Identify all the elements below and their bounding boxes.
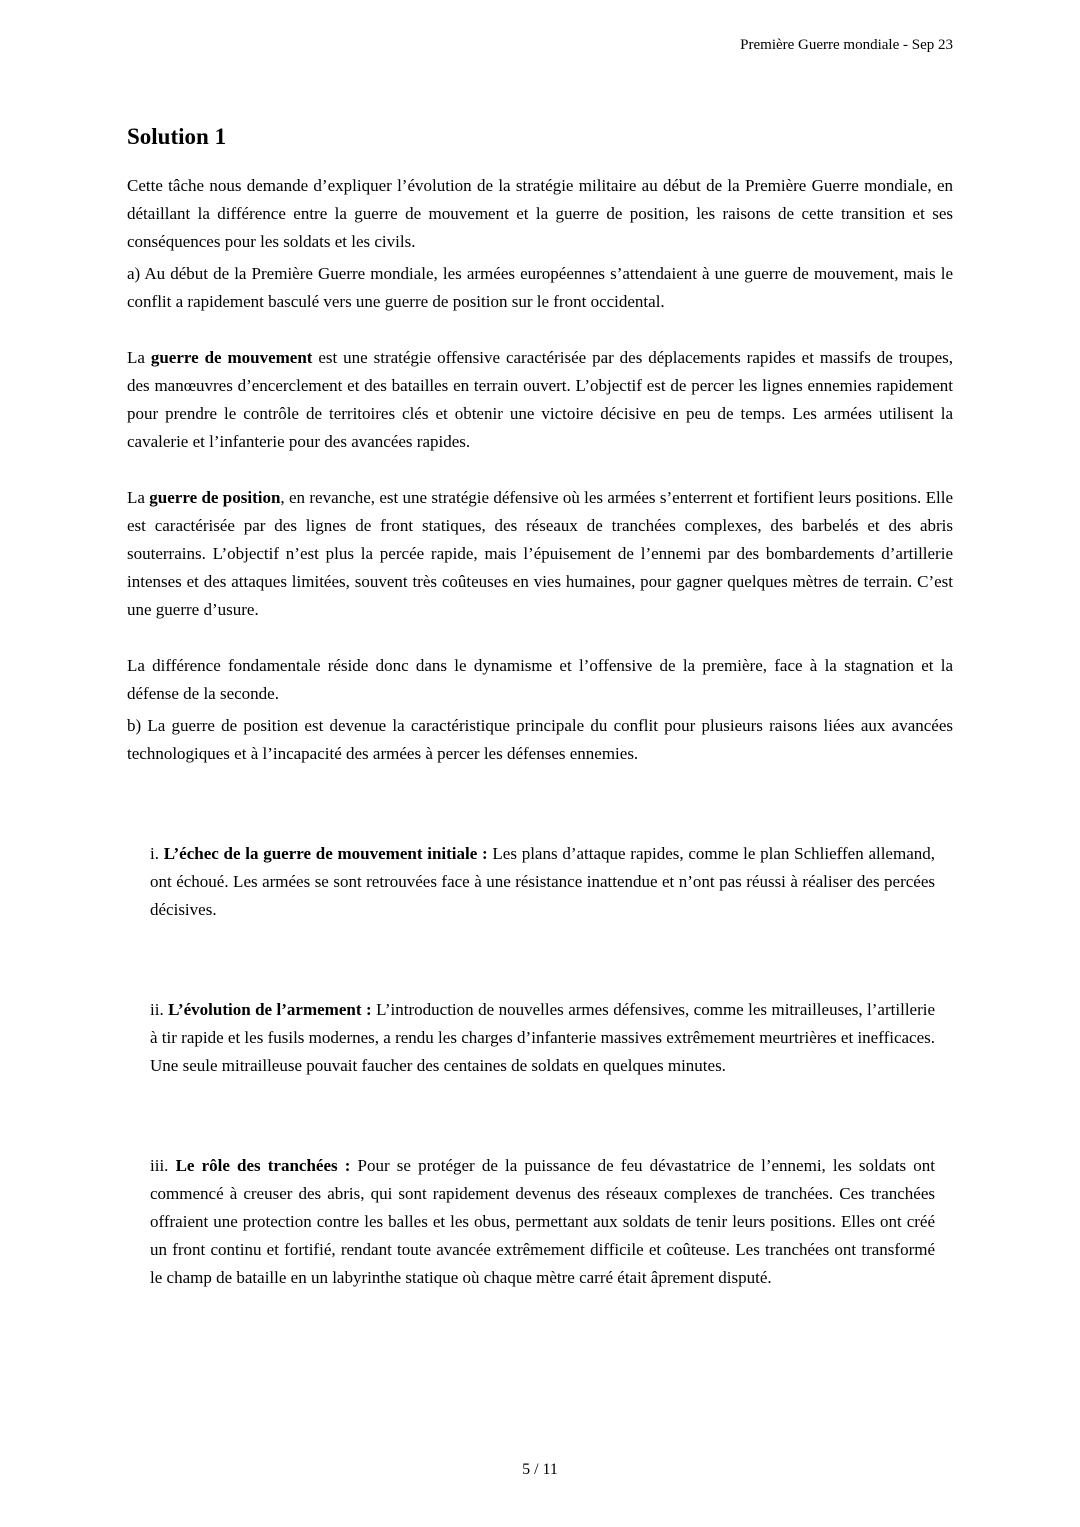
- text-run: La: [127, 348, 151, 367]
- text-run: Pour se protéger de la puissance de feu dévastatrice de l’ennemi, les soldats ont commencé à creuser des abris, qui sont rapidement devenus des réseaux complexes de tranchées. Ces tranchées offraient une protection contre les balles et les obus, permettant aux soldats de tenir leurs positions. Elles ont créé un front continu et fortifié, rendant toute avancée extrêmement difficile et coûteuse. Les tranchées ont transformé le champ de bataille en un labyrinthe statique où chaque mètre carré était âprement disputé.: [150, 1156, 936, 1287]
- text-run: L’introduction de nouvelles armes défensives, comme les mitrailleuses, l’artillerie à tir rapide et les fusils modernes, a rendu les charges d’infanterie massives extrêmement meurtrières et inefficaces. Une seule mitrailleuse pouvait faucher des centaines de soldats en quelques minutes.: [150, 1000, 936, 1075]
- page-title: Solution 1: [127, 124, 227, 149]
- list-item-iii: [150, 1152, 935, 1292]
- text-run: La: [127, 488, 150, 507]
- bold-term-guerre-de-mouvement: guerre de mouvement: [150, 348, 313, 367]
- bold-term-guerre-de-position: guerre de position: [149, 488, 281, 507]
- item-number: i.: [150, 844, 164, 863]
- header-text: Première Guerre mondiale - Sep 23: [740, 37, 953, 53]
- paragraph-guerre-de-mouvement: [127, 344, 953, 456]
- item-number: iii.: [150, 1156, 176, 1175]
- paragraph-intro: Cette tâche nous demande d’expliquer l’évolution de la stratégie militaire au début de la Première Guerre mondiale, en détaillant la différence entre la guerre de mouvement et la guerre de position, les raisons de cette transition et ses conséquences pour les soldats et les civils.: [127, 176, 953, 251]
- paragraph-b: b) La guerre de position est devenue la caractéristique principale du conflit pour plusieurs raisons liées aux avancées technologiques et à l’incapacité des armées à percer les défenses ennemies.: [127, 716, 953, 763]
- item-number: ii.: [150, 1000, 169, 1019]
- bold-term-evolution-armement: L’évolution de l’armement :: [168, 1000, 372, 1019]
- paragraph-a: a) Au début de la Première Guerre mondiale, les armées européennes s’attendaient à une guerre de mouvement, mais le conflit a rapidement basculé vers une guerre de position sur le front occidental.: [127, 264, 953, 311]
- bold-term-role-des-tranchees: Le rôle des tranchées :: [175, 1156, 351, 1175]
- text-run: est une stratégie offensive caractérisée par des déplacements rapides et massifs de troupes, des manœuvres d’encerclement et des batailles en terrain ouvert. L’objectif est de percer les lignes ennemies rapidement pour prendre le contrôle de territoires clés et obtenir une victoire décisive en peu de temps. Les armées utilisent la cavalerie et l’infanterie pour des avancées rapides.: [127, 348, 953, 451]
- list-item-i: [150, 840, 935, 924]
- bold-term-echec-guerre-mouvement: L’échec de la guerre de mouvement initiale :: [163, 844, 488, 863]
- paragraph-difference: La différence fondamentale réside donc dans le dynamisme et l’offensive de la première, face à la stagnation et la défense de la seconde.: [127, 656, 953, 703]
- list-item-ii: [150, 996, 935, 1080]
- text-run: Les plans d’attaque rapides, comme le plan Schlieffen allemand, ont échoué. Les armées se sont retrouvées face à une résistance inattendue et n’ont pas réussi à réaliser des percées décisives.: [150, 844, 935, 919]
- page-header: [127, 36, 953, 54]
- paragraph-guerre-de-position: [127, 484, 953, 624]
- page-footer: [0, 1461, 1080, 1479]
- page-number: 5 / 11: [522, 1461, 558, 1478]
- text-run: , en revanche, est une stratégie défensive où les armées s’enterrent et fortifient leurs positions. Elle est caractérisée par des lignes de front statiques, des réseaux de tranchées complexes, des barbelés et des abris souterrains. L’objectif n’est plus la percée rapide, mais l’épuisement de l’ennemi par des bombardements d’artillerie intenses et des attaques limitées, souvent très coûteuses en vies humaines, pour gagner quelques mètres de terrain. C’est une guerre d’usure.: [127, 488, 953, 619]
